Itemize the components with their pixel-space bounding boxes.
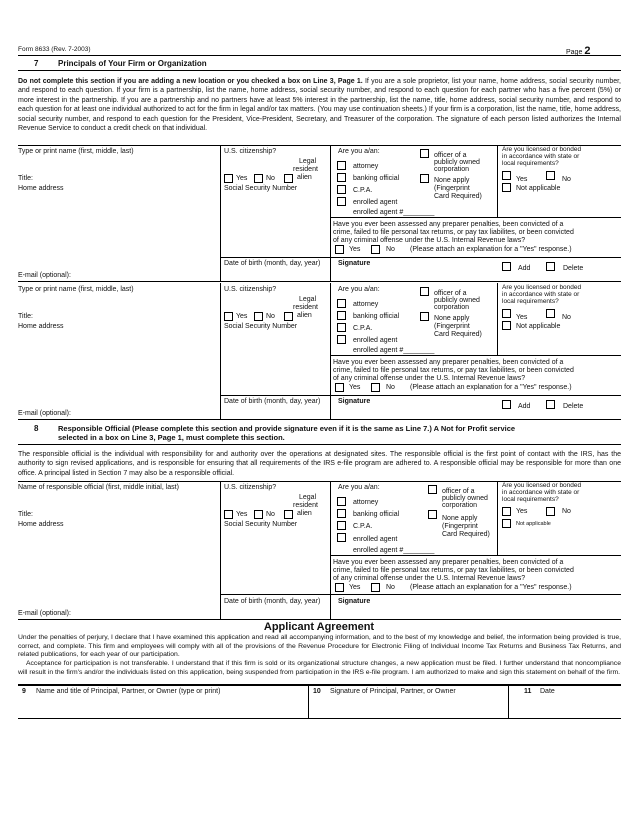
form-number: Form 8633 (Rev. 7-2003): [18, 46, 91, 53]
footer-top-rule: [18, 684, 621, 686]
licensed-label-3: local requirements?: [502, 496, 559, 503]
not-applicable-checkbox[interactable]: [502, 519, 511, 528]
licensed-yes-label: Yes: [516, 314, 528, 321]
penalty-question-2: crime, failed to file personal tax returns, or pay tax liabilites, or been convicted: [333, 229, 574, 236]
citizen-no-label: No: [266, 175, 275, 182]
are-you-label: Are you a/an:: [338, 148, 380, 155]
cpa-checkbox[interactable]: [337, 323, 346, 332]
enrolled-agent-label: enrolled agent: [353, 199, 398, 206]
penalty-question-3: of any criminal offense under the U.S. Internal Revenue laws?: [333, 575, 526, 582]
citizen-yes-label: Yes: [236, 511, 248, 518]
add-checkbox[interactable]: [502, 400, 511, 409]
banking-checkbox[interactable]: [337, 509, 346, 518]
penalty-yes-checkbox[interactable]: [335, 583, 344, 592]
legal-resident-label-3: alien: [297, 312, 312, 319]
penalty-yes-checkbox[interactable]: [335, 245, 344, 254]
penalty-no-checkbox[interactable]: [371, 383, 380, 392]
field10-signature-input[interactable]: [309, 697, 508, 717]
attorney-label: attorney: [353, 301, 379, 308]
not-applicable-label: Not applicable: [516, 323, 561, 330]
attorney-checkbox[interactable]: [337, 299, 346, 308]
agreement-title: Applicant Agreement: [263, 621, 375, 633]
licensed-label-1: Are you licensed or bonded: [502, 284, 582, 291]
legal-resident-label-2: resident: [293, 304, 318, 311]
officer-label-3: corporation: [442, 502, 478, 509]
attorney-checkbox[interactable]: [337, 497, 346, 506]
penalty-question-1: Have you ever been assessed any preparer penalties, been convicted of a: [333, 359, 564, 366]
officer-label-3: corporation: [434, 166, 470, 173]
citizen-yes-label: Yes: [236, 313, 248, 320]
citizen-yes-checkbox[interactable]: [224, 510, 233, 519]
penalty-no-label: No: [386, 246, 395, 253]
field11-number: 11: [524, 688, 532, 695]
delete-checkbox[interactable]: [546, 262, 555, 271]
licensed-label-2: in accordance with state or: [502, 291, 580, 298]
none-apply-label-1: None apply: [434, 177, 470, 184]
name-label: Type or print name (first, middle, last): [18, 286, 134, 293]
section8-title-line1: Responsible Official (Please complete this section and provide signature even if it is the same as Line 7.) A Not for Profit service: [58, 424, 516, 433]
field9-number: 9: [22, 688, 26, 695]
penalty-attach-note: (Please attach an explanation for a "Yes" response.): [410, 384, 572, 391]
page-label-text: Page: [566, 49, 583, 56]
section7-rule: [18, 70, 621, 71]
officer-label-1: officer of a: [434, 290, 467, 297]
signature-label: Signature: [338, 398, 371, 405]
licensed-yes-checkbox[interactable]: [502, 309, 511, 318]
penalty-yes-label: Yes: [349, 384, 361, 391]
banking-label: banking official: [353, 313, 400, 320]
none-apply-label-1: None apply: [442, 515, 478, 522]
legal-resident-label-1: Legal: [299, 296, 317, 303]
agreement-paragraph-2: Acceptance for participation is not transferable. I understand that if this firm is sold or its organizational structure changes, a new application must be filed. I further understand that noncompliance will result in the firm's and/or the individuals listed on this application, being suspended from participation in the IRS e-file program. I am authorized to make and sign this statement on behalf of the firm.: [18, 660, 621, 676]
signature-label: Signature: [338, 260, 371, 267]
penalty-no-checkbox[interactable]: [371, 245, 380, 254]
licensed-no-checkbox[interactable]: [546, 309, 555, 318]
penalty-question-1: Have you ever been assessed any preparer penalties, been convicted of a: [333, 221, 564, 228]
enrolled-agent-label: enrolled agent: [353, 337, 398, 344]
legal-resident-label-1: Legal: [299, 158, 317, 165]
dob-label: Date of birth (month, day, year): [224, 398, 321, 405]
field11-date-input[interactable]: [509, 697, 621, 717]
cpa-checkbox[interactable]: [337, 521, 346, 530]
cpa-label: C.P.A.: [353, 325, 373, 332]
penalty-yes-checkbox[interactable]: [335, 383, 344, 392]
none-apply-checkbox[interactable]: [428, 510, 437, 519]
citizen-yes-checkbox[interactable]: [224, 312, 233, 321]
citizen-no-checkbox[interactable]: [254, 174, 263, 183]
licensed-yes-checkbox[interactable]: [502, 171, 511, 180]
penalty-yes-label: Yes: [349, 584, 361, 591]
legal-resident-label-2: resident: [293, 166, 318, 173]
principal-block-2: [0, 283, 638, 421]
licensed-no-label: No: [562, 314, 571, 321]
page-label: [566, 45, 590, 58]
licensed-yes-label: Yes: [516, 508, 528, 515]
ssn-label: Social Security Number: [224, 323, 298, 330]
section7-intro: [18, 77, 621, 133]
officer-checkbox[interactable]: [428, 485, 437, 494]
section8-title-line2: selected in a box on Line 3, Page 1, must complete this section.: [58, 433, 285, 442]
home-address-label: Home address: [18, 323, 64, 330]
licensed-label-1: Are you licensed or bonded: [502, 146, 582, 153]
title-label: Title:: [18, 313, 33, 320]
licensed-no-checkbox[interactable]: [546, 507, 555, 516]
ssn-label: Social Security Number: [224, 521, 298, 528]
not-applicable-label: Not applicable: [516, 521, 551, 527]
penalty-no-label: No: [386, 384, 395, 391]
legal-resident-checkbox[interactable]: [284, 510, 293, 519]
field10-number: 10: [313, 688, 321, 695]
enrolled-number-label: enrolled agent #________: [353, 209, 435, 216]
citizenship-label: U.S. citizenship?: [224, 286, 277, 293]
none-apply-label-2: (Fingerprint: [442, 523, 478, 530]
none-apply-label-3: Card Required): [434, 193, 482, 200]
licensed-label-2: in accordance with state or: [502, 489, 580, 496]
none-apply-label-2: (Fingerprint: [434, 323, 470, 330]
penalty-yes-label: Yes: [349, 246, 361, 253]
delete-label: Delete: [563, 265, 584, 272]
principal-block-1: [0, 145, 638, 283]
cpa-label: C.P.A.: [353, 523, 373, 530]
section7-intro-bold: Do not complete this section if you are adding a new location or you checked a box on Line 3, Page 1.: [18, 78, 363, 85]
penalty-attach-note: (Please attach an explanation for a "Yes" response.): [410, 584, 572, 591]
section7-number: 7: [34, 59, 39, 68]
header-rule: [18, 55, 621, 56]
enrolled-agent-label: enrolled agent: [353, 536, 398, 543]
field9-input[interactable]: [18, 697, 308, 717]
licensed-no-label: No: [562, 176, 571, 183]
licensed-label-3: local requirements?: [502, 298, 559, 305]
ssn-label: Social Security Number: [224, 185, 298, 192]
are-you-label: Are you a/an:: [338, 286, 380, 293]
legal-resident-checkbox[interactable]: [284, 174, 293, 183]
penalty-no-label: No: [386, 584, 395, 591]
add-label: Add: [518, 403, 531, 410]
officer-label-2: publicly owned: [434, 159, 480, 166]
officer-checkbox[interactable]: [420, 149, 429, 158]
banking-label: banking official: [353, 511, 400, 518]
email-label: E-mail (optional):: [18, 610, 71, 617]
footer-bottom-rule: [18, 718, 621, 719]
section8-number: 8: [34, 424, 39, 433]
licensed-no-checkbox[interactable]: [546, 171, 555, 180]
none-apply-label-1: None apply: [434, 315, 470, 322]
attorney-label: attorney: [353, 163, 379, 170]
banking-label: banking official: [353, 175, 400, 182]
delete-checkbox[interactable]: [546, 400, 555, 409]
enrolled-agent-checkbox[interactable]: [337, 533, 346, 542]
licensed-yes-checkbox[interactable]: [502, 507, 511, 516]
legal-resident-label-1: Legal: [299, 494, 317, 501]
responsible-official-block: [0, 481, 638, 619]
not-applicable-checkbox[interactable]: [502, 183, 511, 192]
none-apply-label-2: (Fingerprint: [434, 185, 470, 192]
add-label: Add: [518, 265, 531, 272]
citizenship-label: U.S. citizenship?: [224, 484, 277, 491]
none-apply-checkbox[interactable]: [420, 312, 429, 321]
penalty-question-1: Have you ever been assessed any preparer penalties, been convicted of a: [333, 559, 564, 566]
licensed-label-3: local requirements?: [502, 160, 559, 167]
enrolled-agent-checkbox[interactable]: [337, 197, 346, 206]
licensed-label-1: Are you licensed or bonded: [502, 482, 582, 489]
banking-checkbox[interactable]: [337, 311, 346, 320]
penalty-question-3: of any criminal offense under the U.S. Internal Revenue laws?: [333, 237, 526, 244]
penalty-attach-note: (Please attach an explanation for a "Yes" response.): [410, 246, 572, 253]
section7-intro-text: If you are a sole proprietor, list your name, home address, social security number, and respond to each question. If your firm is a partnership, list the name, home address, social security number, and respond to each question for each partner who has a five percent (5%) or more interest in the partnership. If you are a partnership and no partners have at least 5% interest in the partnership, list the name, title, home address, social security number, and respond to each question for at least one individual authorized to act for the firm in legal and/or tax matters. (You may use continuation sheets.) If your firm is a corporation, list the name, title, home address, social security number, and respond to each question for the President, Vice-President, Secretary, and Treasurer of the corporation. The signature of each person listed authorizes the Internal Revenue Service to conduct a credit check on that individual.: [18, 78, 621, 133]
officer-checkbox[interactable]: [420, 287, 429, 296]
licensed-yes-label: Yes: [516, 176, 528, 183]
name-label: Type or print name (first, middle, last): [18, 148, 134, 155]
legal-resident-label-3: alien: [297, 510, 312, 517]
cpa-label: C.P.A.: [353, 187, 373, 194]
licensed-no-label: No: [562, 508, 571, 515]
are-you-label: Are you a/an:: [338, 484, 380, 491]
home-address-label: Home address: [18, 185, 64, 192]
officer-label-1: officer of a: [434, 152, 467, 159]
penalty-no-checkbox[interactable]: [371, 583, 380, 592]
legal-resident-checkbox[interactable]: [284, 312, 293, 321]
legal-resident-label-3: alien: [297, 174, 312, 181]
banking-checkbox[interactable]: [337, 173, 346, 182]
citizen-no-checkbox[interactable]: [254, 312, 263, 321]
citizen-no-checkbox[interactable]: [254, 510, 263, 519]
enrolled-number-label: enrolled agent #________: [353, 547, 435, 554]
none-apply-label-3: Card Required): [442, 531, 490, 538]
email-label: E-mail (optional):: [18, 272, 71, 279]
field9-label: Name and title of Principal, Partner, or Owner (type or print): [36, 688, 221, 695]
citizenship-label: U.S. citizenship?: [224, 148, 277, 155]
officer-label-1: officer of a: [442, 488, 475, 495]
section8-rule: [18, 444, 621, 445]
page-number: 2: [584, 45, 591, 57]
title-label: Title:: [18, 175, 33, 182]
none-apply-label-3: Card Required): [434, 331, 482, 338]
officer-label-2: publicly owned: [442, 495, 488, 502]
title-label: Title:: [18, 511, 33, 518]
field11-label: Date: [540, 688, 555, 695]
not-applicable-checkbox[interactable]: [502, 321, 511, 330]
add-checkbox[interactable]: [502, 262, 511, 271]
licensed-label-2: in accordance with state or: [502, 153, 580, 160]
none-apply-checkbox[interactable]: [420, 174, 429, 183]
officer-label-3: corporation: [434, 304, 470, 311]
citizen-no-label: No: [266, 313, 275, 320]
agreement-paragraph-1: Under the penalties of perjury, I declare that I have examined this application and read all accompanying information, and to the best of my knowledge and belief, the information being provided is true, correct, and complete. This firm and employees will comply with all of the provisions of the Revenue Procedure for Electronic Filing of Individual Income Tax Returns and Business Tax Returns, and related publications, for each year of our participation.: [18, 634, 621, 658]
attorney-label: attorney: [353, 499, 379, 506]
email-label: E-mail (optional):: [18, 410, 71, 417]
legal-resident-label-2: resident: [293, 502, 318, 509]
home-address-label: Home address: [18, 521, 64, 528]
enrolled-number-label: enrolled agent #________: [353, 347, 435, 354]
penalty-question-2: crime, failed to file personal tax returns, or pay tax liabilites, or been convicted: [333, 367, 574, 374]
citizen-yes-checkbox[interactable]: [224, 174, 233, 183]
signature-label: Signature: [338, 598, 371, 605]
officer-label-2: publicly owned: [434, 297, 480, 304]
attorney-checkbox[interactable]: [337, 161, 346, 170]
citizen-yes-label: Yes: [236, 175, 248, 182]
section7-title: Principals of Your Firm or Organization: [58, 59, 207, 68]
penalty-question-2: crime, failed to file personal tax returns, or pay tax liabilites, or been convicted: [333, 567, 574, 574]
dob-label: Date of birth (month, day, year): [224, 260, 321, 267]
penalty-question-3: of any criminal offense under the U.S. Internal Revenue laws?: [333, 375, 526, 382]
delete-label: Delete: [563, 403, 584, 410]
section8-description: The responsible official is the individual with responsibility for and authority over the operations at designated sites. The responsible official is the first point of contact with the IRS, has the authority to sign revised applications, and is responsible for ensuring that all requirements of the IRS e-file program are adhered to. A responsible official may be responsible for more than one office. A principal listed in Section 7 may also be a responsible official.: [18, 451, 621, 477]
citizen-no-label: No: [266, 511, 275, 518]
not-applicable-label: Not applicable: [516, 185, 561, 192]
field10-label: Signature of Principal, Partner, or Owner: [330, 688, 456, 695]
cpa-checkbox[interactable]: [337, 185, 346, 194]
dob-label: Date of birth (month, day, year): [224, 598, 321, 605]
enrolled-agent-checkbox[interactable]: [337, 335, 346, 344]
official-name-label: Name of responsible official (first, middle initial, last): [18, 484, 179, 491]
